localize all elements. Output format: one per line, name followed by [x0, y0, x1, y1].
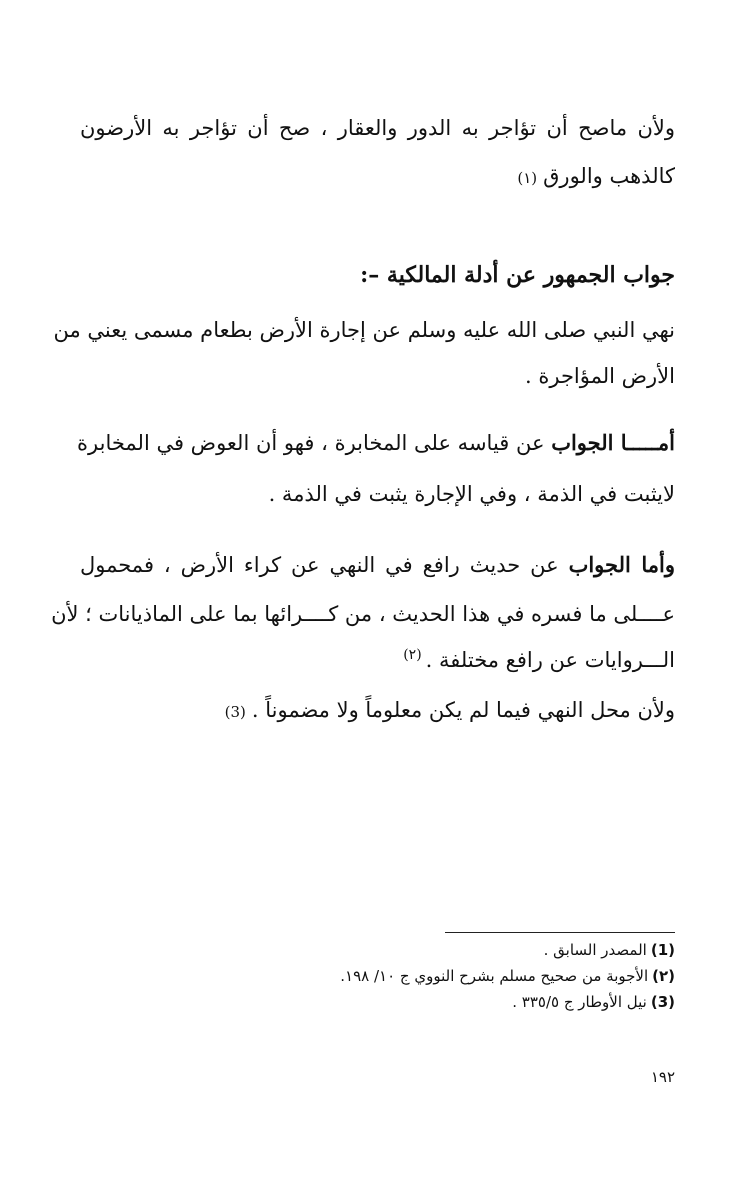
paragraph-4-line-4-text: ولأن محل النهي فيما لم يكن معلوماً ولا مضموناً . [251, 698, 675, 722]
section-heading: جواب الجمهور عن أدلة المالكية –: [360, 262, 675, 288]
paragraph-3-lead: أمـــــا الجواب [551, 430, 675, 455]
footnote-1 [80, 940, 675, 961]
footnote-3 [80, 992, 675, 1013]
paragraph-4-line-4 [80, 696, 675, 725]
footnote-3-number: (3) [650, 993, 675, 1011]
paragraph-1-line-1-text: ولأن ماصح أن تؤاجر به الدور والعقار ، صح أن تؤاجر به الأرضون [80, 116, 675, 140]
paragraph-1-line-1 [80, 114, 675, 143]
paragraph-4-line-1 [80, 550, 675, 580]
footnote-2-text: الأجوبة من صحيح مسلم بشرح النووي ج ١٠/ ١٩٨. [340, 967, 649, 985]
paragraph-2-line-1-text: نهي النبي صلى الله عليه وسلم عن إجارة الأرض بطعام مسمى يعني من [53, 318, 675, 342]
footnote-ref-2: (٢) [403, 647, 422, 663]
paragraph-4-lead: وأما الجواب [568, 552, 675, 577]
paragraph-1-line-2-text: كالذهب والورق [543, 164, 675, 188]
footnote-2 [80, 966, 675, 987]
paragraph-3-line-1-text: عن قياسه على المخابرة ، فهو أن العوض في المخابرة [77, 431, 545, 455]
paragraph-4-line-1-text: عن حديث رافع في النهي عن كراء الأرض ، فمحمول [80, 553, 559, 577]
paragraph-3-line-2: لايثبت في الذمة ، وفي الإجارة يثبت في الذمة . [268, 482, 675, 506]
paragraph-3-line-1 [77, 428, 675, 458]
paragraph-4-line-2 [51, 600, 675, 629]
paragraph-2-line-1 [53, 316, 675, 345]
footnote-ref-1: (١) [517, 169, 538, 187]
paragraph-4-line-2-text: عــــلى ما فسره في هذا الحديث ، من كــــرائها بما على الماذيانات ؛ لأن [51, 602, 675, 626]
paragraph-4-line-3 [80, 646, 675, 675]
page-number: ١٩٢ [650, 1068, 675, 1086]
footnote-1-text: المصدر السابق . [543, 941, 647, 959]
paragraph-2-line-2: الأرض المؤاجرة . [525, 364, 675, 388]
paragraph-1-line-2 [80, 162, 675, 191]
footnote-separator [445, 932, 675, 933]
paragraph-4-line-3-text: الـــروايات عن رافع مختلفة . [425, 648, 675, 672]
footnote-2-number: (٢) [652, 967, 675, 985]
footnote-1-number: (1) [650, 941, 675, 959]
footnote-ref-3: (3) [224, 703, 246, 721]
footnote-3-text: نيل الأوطار ج ٣٣٥/٥ . [512, 993, 647, 1011]
